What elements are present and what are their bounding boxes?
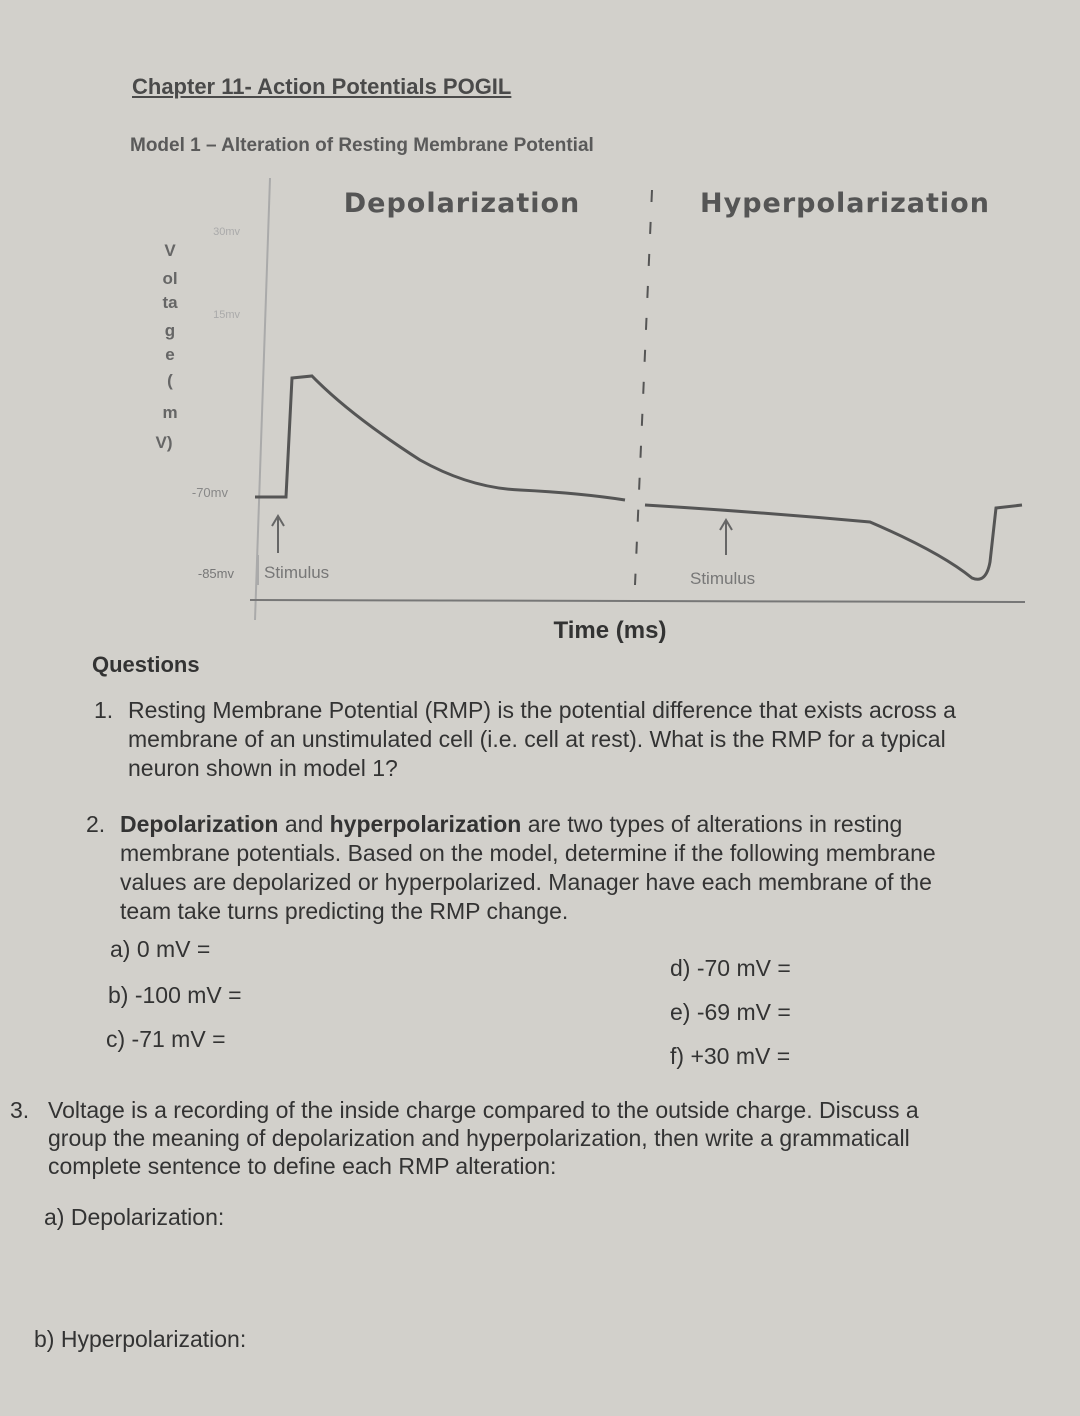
option-d: d) -70 mV =	[670, 955, 791, 981]
svg-text:g: g	[164, 321, 176, 340]
membrane-potential-figure	[0, 160, 1080, 650]
answer-depolarization-prompt: a) Depolarization:	[44, 1204, 225, 1230]
option-f: f) +30 mV =	[670, 1043, 791, 1069]
option-e: e) -69 mV =	[670, 999, 791, 1025]
question-2	[86, 810, 1075, 926]
term-hyperpolarization: hyperpolarization	[329, 811, 522, 837]
question-line	[120, 810, 1075, 839]
y-tick-label: -70mv	[191, 485, 228, 500]
panel-title-hyperpolarization: Hyperpolarization	[700, 188, 990, 219]
question-number: 2.	[86, 811, 106, 837]
x-axis	[250, 600, 1025, 602]
option-b: b) -100 mV =	[108, 982, 242, 1008]
panel-title-depolarization: Depolarization	[343, 188, 581, 219]
question-line: membrane of an unstimulated cell (i.e. cell at rest). What is the RMP for a typical	[128, 726, 946, 752]
depolarization-trace	[255, 376, 625, 500]
stimulus-marker-hyperpolarization	[720, 520, 732, 555]
question-line: complete sentence to define each RMP alteration:	[48, 1153, 557, 1179]
y-tick-label: 15mv	[213, 309, 240, 321]
chapter-title: Chapter 11- Action Potentials POGIL	[132, 74, 512, 99]
question-line: team take turns predicting the RMP change.	[120, 898, 569, 924]
question-number: 1.	[94, 697, 114, 723]
svg-text:e: e	[165, 345, 175, 364]
svg-text:m: m	[162, 403, 178, 422]
svg-text:(: (	[167, 371, 173, 390]
stimulus-label: Stimulus	[690, 569, 756, 588]
stimulus-label: Stimulus	[264, 563, 330, 582]
question-3	[10, 1096, 1080, 1180]
svg-text:V: V	[164, 241, 176, 260]
questions-heading: Questions	[92, 652, 200, 677]
question-line: Resting Membrane Potential (RMP) is the potential difference that exists across a	[128, 697, 956, 723]
question-line: values are depolarized or hyperpolarized. Manager have each membrane of the	[120, 869, 932, 895]
y-axis	[255, 178, 270, 620]
question-1	[94, 696, 1078, 783]
svg-text:ol: ol	[162, 269, 178, 288]
x-axis-label: Time (ms)	[553, 617, 667, 644]
question-number: 3.	[10, 1097, 30, 1123]
stimulus-marker-depolarization	[272, 516, 284, 553]
option-c: c) -71 mV =	[106, 1026, 226, 1052]
question-line: group the meaning of depolarization and hyperpolarization, then write a grammaticall	[48, 1125, 910, 1151]
option-a: a) 0 mV =	[110, 936, 211, 962]
y-tick-label: 30mv	[213, 226, 240, 238]
question-line: membrane potentials. Based on the model, determine if the following membrane	[120, 840, 936, 866]
text-fragment: and	[278, 811, 330, 837]
svg-text:ta: ta	[162, 293, 178, 312]
question-line: Voltage is a recording of the inside charge compared to the outside charge. Discuss a	[48, 1097, 919, 1123]
panel-divider	[635, 190, 652, 585]
question-line: neuron shown in model 1?	[128, 755, 398, 781]
model-title: Model 1 – Alteration of Resting Membrane Potential	[130, 135, 594, 156]
term-depolarization: Depolarization	[120, 811, 279, 837]
answer-hyperpolarization-prompt: b) Hyperpolarization:	[34, 1326, 247, 1352]
text-fragment: are two types of alterations in resting	[521, 811, 903, 837]
y-tick-label: -85mv	[197, 566, 234, 581]
svg-text:V): V)	[155, 433, 173, 452]
y-axis-label	[156, 241, 179, 452]
